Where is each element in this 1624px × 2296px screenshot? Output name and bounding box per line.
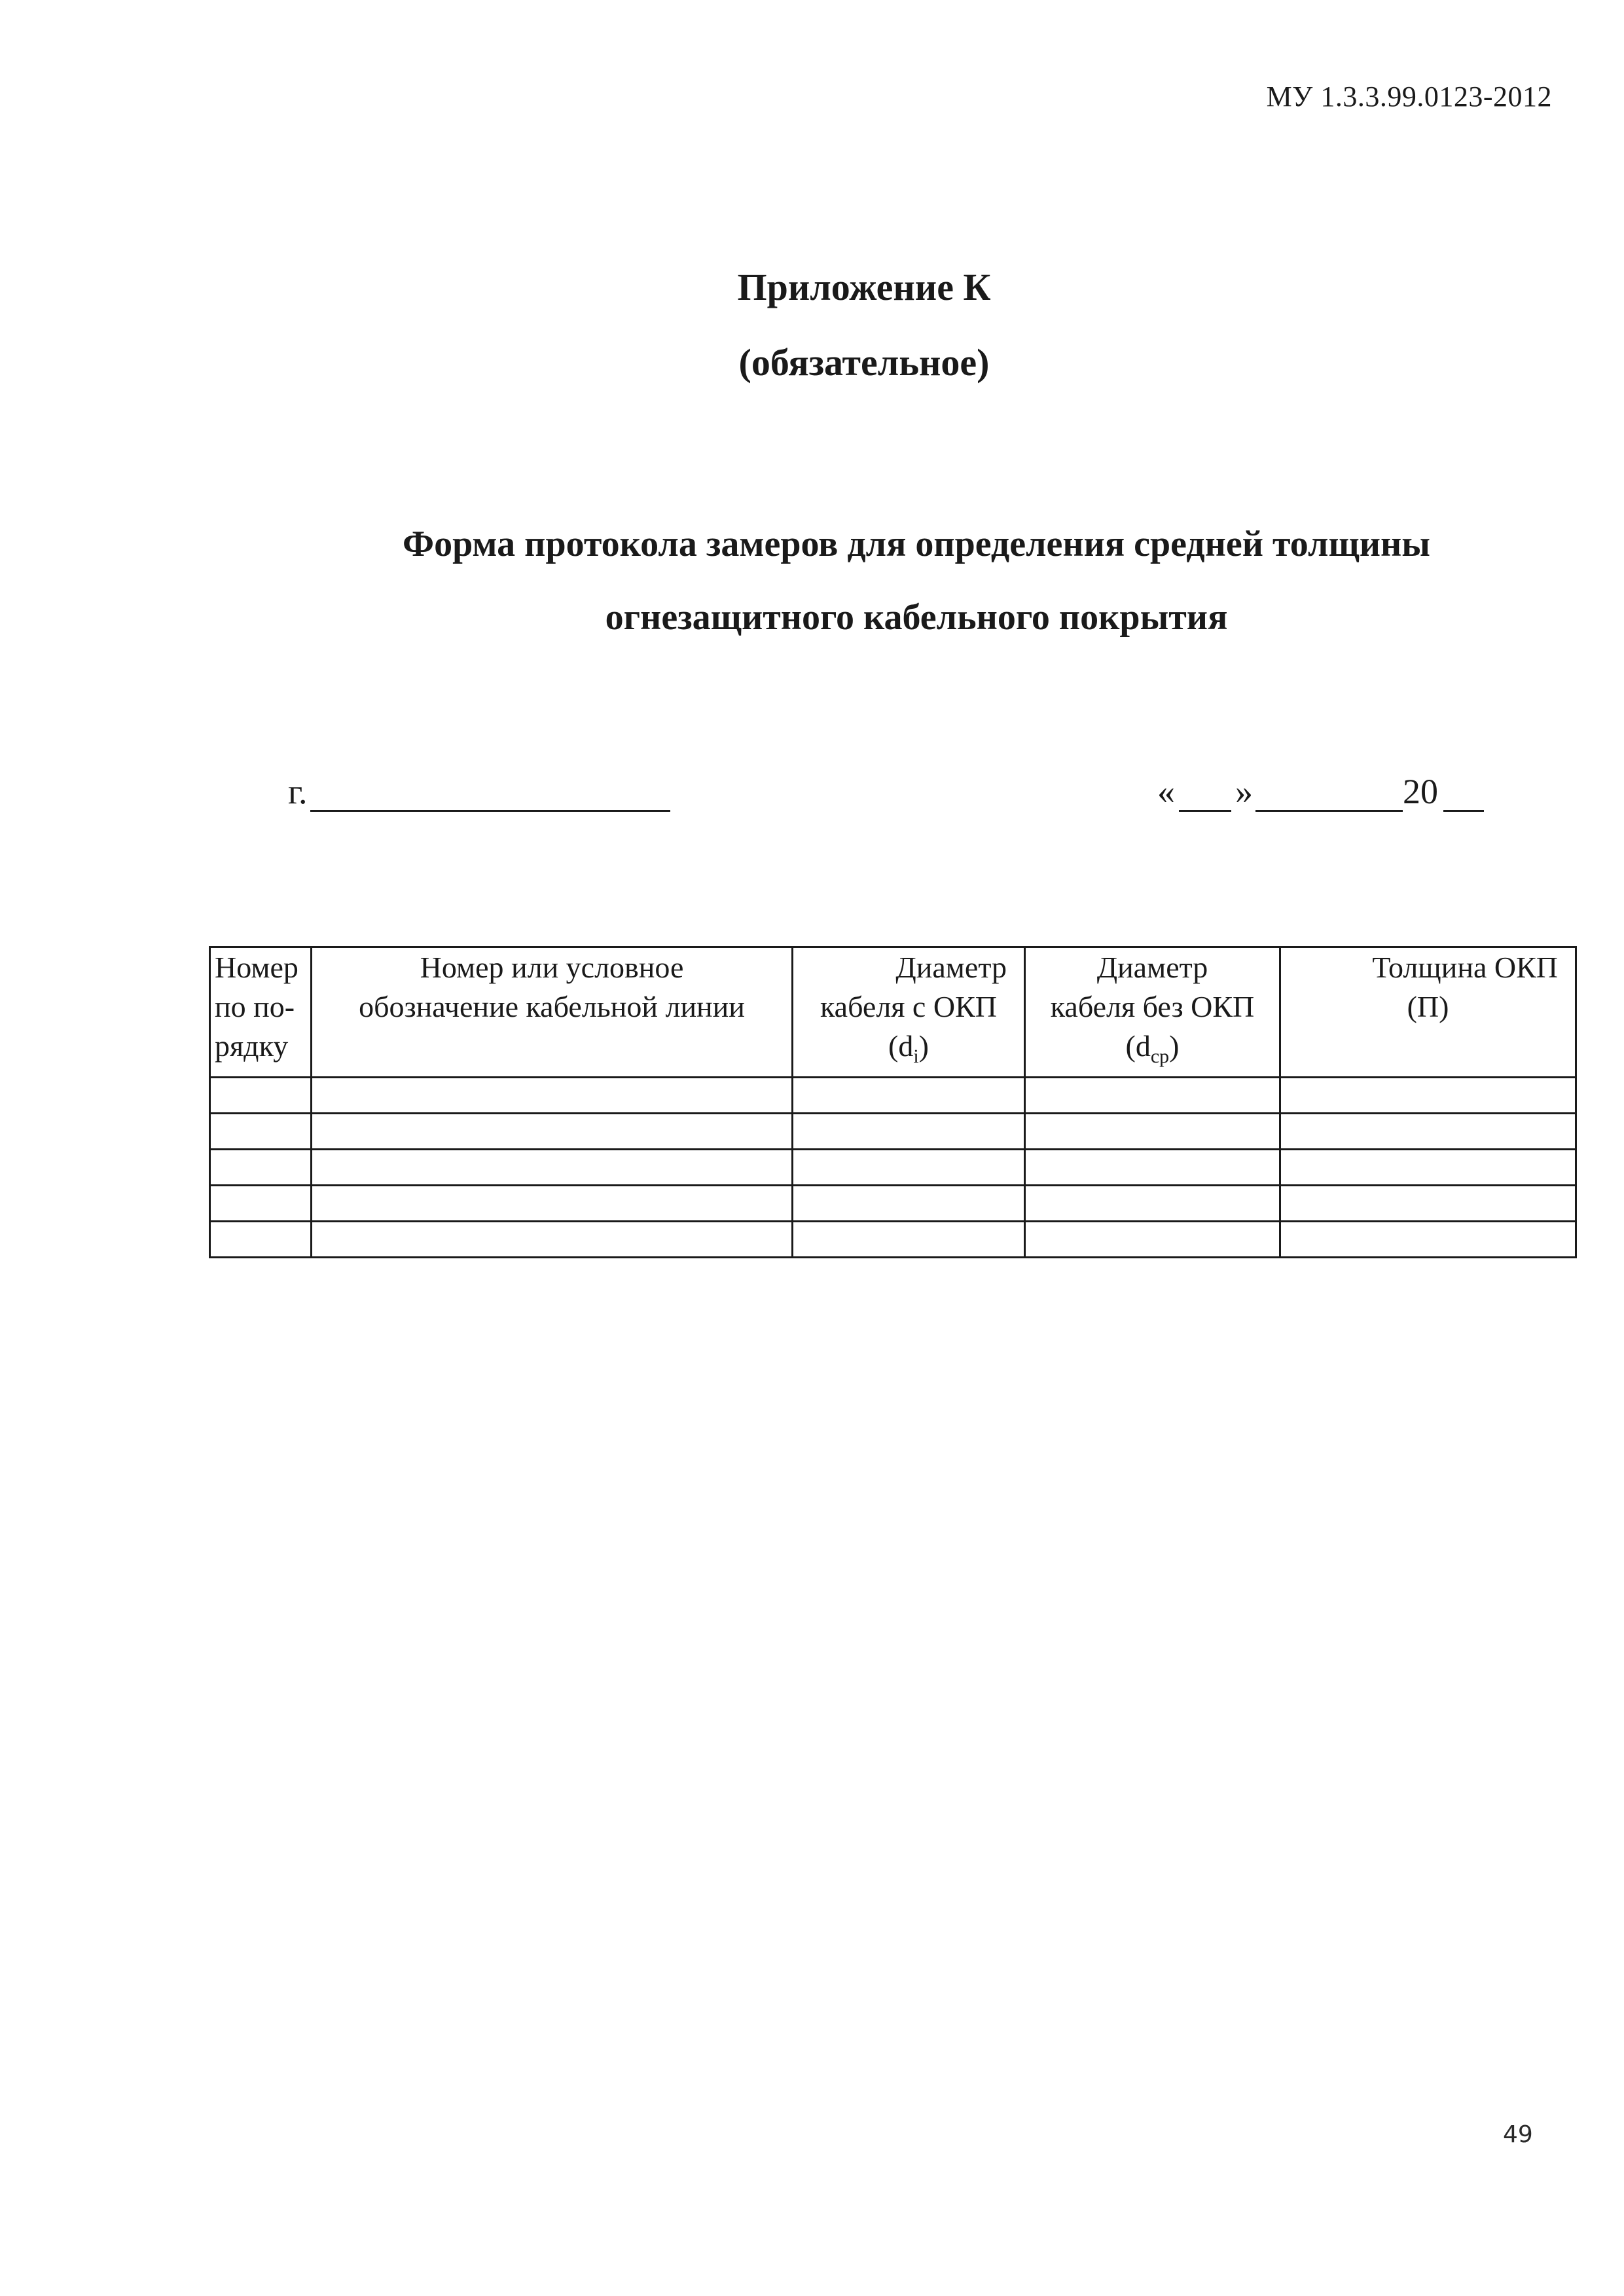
table-row: [210, 1222, 1576, 1258]
appendix-title: Приложение К: [737, 266, 991, 308]
table-cell[interactable]: [312, 1222, 793, 1258]
table-row: [210, 1150, 1576, 1186]
header-diameter-with-coating: Диаметр кабеля с ОКП $(d_i)$: [793, 947, 1025, 1078]
table-cell[interactable]: [1280, 1222, 1576, 1258]
table-cell[interactable]: [793, 1078, 1025, 1114]
table-cell[interactable]: [1025, 1114, 1280, 1150]
measurement-protocol-table: [209, 946, 1577, 1258]
date-field: [1157, 771, 1484, 812]
table-cell[interactable]: [1280, 1186, 1576, 1222]
year-blank-line[interactable]: [1443, 778, 1484, 812]
table-cell[interactable]: [312, 1114, 793, 1150]
day-blank-line[interactable]: [1179, 778, 1231, 812]
document-code: МУ 1.3.3.99.0123-2012: [1266, 81, 1552, 113]
table-row: [210, 1114, 1576, 1150]
table-cell[interactable]: [210, 1078, 312, 1114]
table-cell[interactable]: [793, 1114, 1025, 1150]
form-title-line-2: огнезащитного кабельного покрытия: [605, 597, 1228, 638]
table-cell[interactable]: [1025, 1078, 1280, 1114]
form-title-line-1: Форма протокола замеров для определения средней толщины: [403, 524, 1430, 564]
table-header-row: [210, 947, 1576, 1078]
header-cable-line: Номер или условное обозначение кабельной линии: [312, 947, 793, 1078]
date-open-quote: «: [1157, 772, 1175, 811]
table-cell[interactable]: [1025, 1150, 1280, 1186]
place-blank-line[interactable]: [310, 778, 670, 812]
table-cell[interactable]: [210, 1222, 312, 1258]
month-blank-line[interactable]: [1255, 778, 1403, 812]
table-cell[interactable]: [793, 1186, 1025, 1222]
table-cell[interactable]: [793, 1150, 1025, 1186]
table-cell[interactable]: [1280, 1150, 1576, 1186]
table-cell[interactable]: [312, 1186, 793, 1222]
table-cell[interactable]: [1280, 1078, 1576, 1114]
table-cell[interactable]: [210, 1150, 312, 1186]
date-close-quote: »: [1235, 772, 1253, 811]
table-cell[interactable]: [793, 1222, 1025, 1258]
header-row-number: Номер по по- рядку: [210, 947, 312, 1078]
table-cell[interactable]: [312, 1150, 793, 1186]
table-cell[interactable]: [210, 1186, 312, 1222]
page-number: 49: [1503, 2121, 1533, 2148]
place-prefix: г.: [288, 772, 308, 811]
table-row: [210, 1186, 1576, 1222]
table-cell[interactable]: [1025, 1186, 1280, 1222]
header-coating-thickness: Толщина ОКП (П): [1280, 947, 1576, 1078]
place-field: [288, 771, 670, 812]
table-cell[interactable]: [210, 1114, 312, 1150]
year-prefix: 20: [1403, 772, 1438, 811]
table-cell[interactable]: [1025, 1222, 1280, 1258]
appendix-status: (обязательное): [738, 341, 990, 384]
form-title: [0, 507, 1624, 654]
table-cell[interactable]: [312, 1078, 793, 1114]
header-diameter-without-coating: Диаметр кабеля без ОКП $(d_{ср})$: [1025, 947, 1280, 1078]
table-cell[interactable]: [1280, 1114, 1576, 1150]
table-row: [210, 1078, 1576, 1114]
